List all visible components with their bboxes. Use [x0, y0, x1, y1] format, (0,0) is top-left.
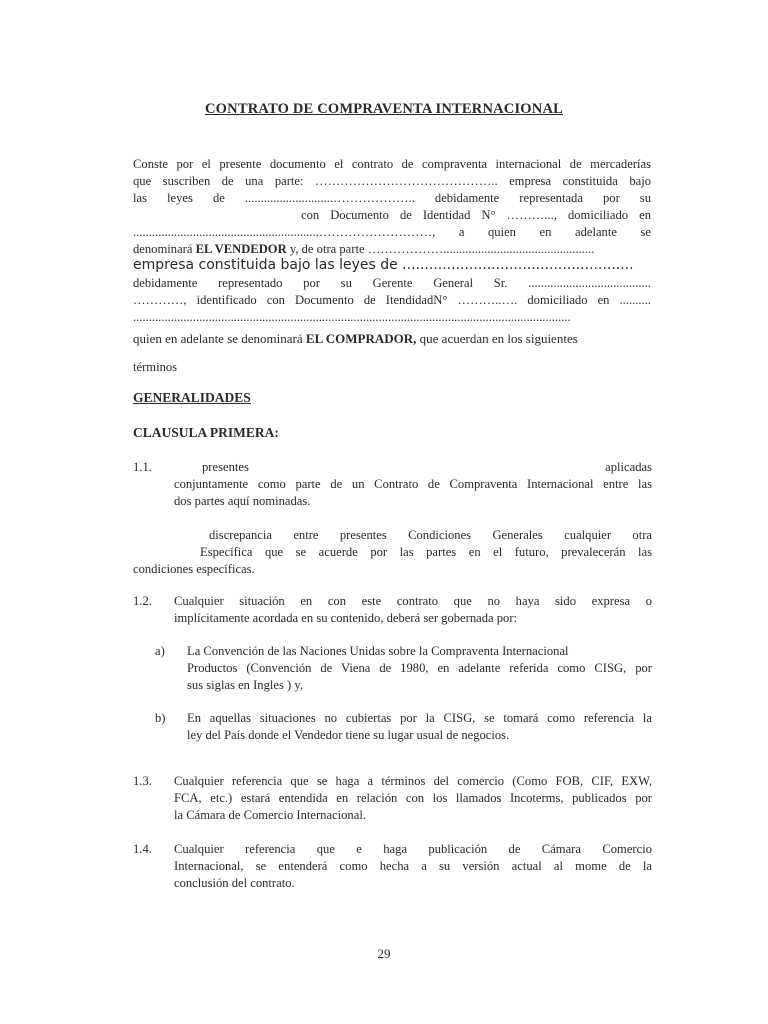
- intro-text: que acuerdan en los siguientes: [416, 331, 578, 346]
- clause-line: conclusión del contrato.: [174, 876, 295, 890]
- clause-line: implícitamente acordada en su contenido, deberá ser gobernada por:: [174, 611, 518, 625]
- intro-text: denominará: [133, 242, 196, 256]
- clause-heading: CLAUSULA PRIMERA:: [133, 425, 279, 440]
- clause-line: Cualquier referencia que se haga a términos del comercio (Como FOB, CIF, EXW,: [174, 774, 652, 788]
- clause-line: la Cámara de Comercio Internacional.: [174, 808, 366, 822]
- sub-item-line: Productos (Convención de Viena de 1980, en adelante referida como CISG, por: [187, 661, 652, 675]
- sub-item-line: En aquellas situaciones no cubiertas por la CISG, se tomará como referencia la: [187, 711, 652, 725]
- clause-number: 1.4.: [133, 842, 152, 856]
- sub-item-line: La Convención de las Naciones Unidas sobre la Compraventa Internacional: [187, 644, 569, 658]
- clause-line: Cualquier situación en con este contrato que no haya sido expresa o: [174, 594, 652, 608]
- clause-line: conjuntamente como parte de un Contrato de Compraventa Internacional entre las: [174, 477, 652, 491]
- intro-line: ...........................................................................................................................................: [133, 310, 571, 324]
- intro-text: quien en adelante se denominará: [133, 331, 306, 346]
- intro-line: empresa constituida bajo las leyes de ....................................................: [133, 257, 634, 273]
- sub-item-line: ley del País donde el Vendedor tiene su lugar usual de negocios.: [187, 728, 510, 742]
- sub-item-letter: b): [155, 711, 166, 725]
- intro-line-buyer: [133, 331, 651, 347]
- clause-line: Cualquier referencia que e haga publicación de Cámara Comercio: [174, 842, 652, 856]
- document-title: CONTRATO DE COMPRAVENTA INTERNACIONAL: [205, 101, 563, 117]
- buyer-term: EL COMPRADOR,: [305, 331, 417, 346]
- intro-text: y, de otra parte ………………................................................: [286, 242, 595, 256]
- intro-line-seller: [133, 241, 651, 257]
- clause-number: 1.3.: [133, 774, 152, 788]
- clause-line: dos partes aquí nominadas.: [174, 494, 311, 508]
- sub-item-line: sus siglas en Ingles ) y,: [187, 678, 304, 692]
- intro-line: las leyes de ............................……………….. debidamente representada por su: [133, 191, 651, 205]
- clause-line: presentes aplicadas: [202, 460, 652, 474]
- section-heading: GENERALIDADES: [133, 390, 251, 405]
- clause-line: Internacional, se entenderá como hecha a su versión actual al mome de la: [174, 859, 652, 873]
- page-number: 29: [377, 946, 391, 961]
- clause-line: discrepancia entre presentes Condiciones Generales cualquier otra: [209, 528, 652, 542]
- clause-line: Específica que se acuerde por las partes en el futuro, prevalecerán las: [200, 545, 652, 559]
- intro-line: Conste por el presente documento el contrato de compraventa internacional de mercaderías: [133, 157, 651, 171]
- intro-line: que suscriben de una parte: …………………………………….. empresa constituida bajo: [133, 174, 651, 188]
- clause-number: 1.1.: [133, 460, 152, 474]
- intro-line: términos: [133, 360, 178, 374]
- clause-line: FCA, etc.) estará entendida en relación con los llamados Incoterms, publicados por: [174, 791, 652, 805]
- intro-line: debidamente representado por su Gerente General Sr. .......................................: [133, 276, 651, 290]
- clause-number: 1.2.: [133, 594, 152, 608]
- sub-item-letter: a): [155, 644, 165, 658]
- seller-term: EL VENDEDOR: [195, 242, 287, 256]
- intro-line: …………, identificado con Documento de ItendidadN° ………..…. domiciliado en ..........: [133, 293, 651, 307]
- intro-line: ...........................................................………………………, a quien en adelante se: [133, 225, 651, 239]
- intro-line: con Documento de Identidad N° ………..., domiciliado en: [301, 208, 651, 222]
- clause-line: condiciones específicas.: [133, 562, 255, 576]
